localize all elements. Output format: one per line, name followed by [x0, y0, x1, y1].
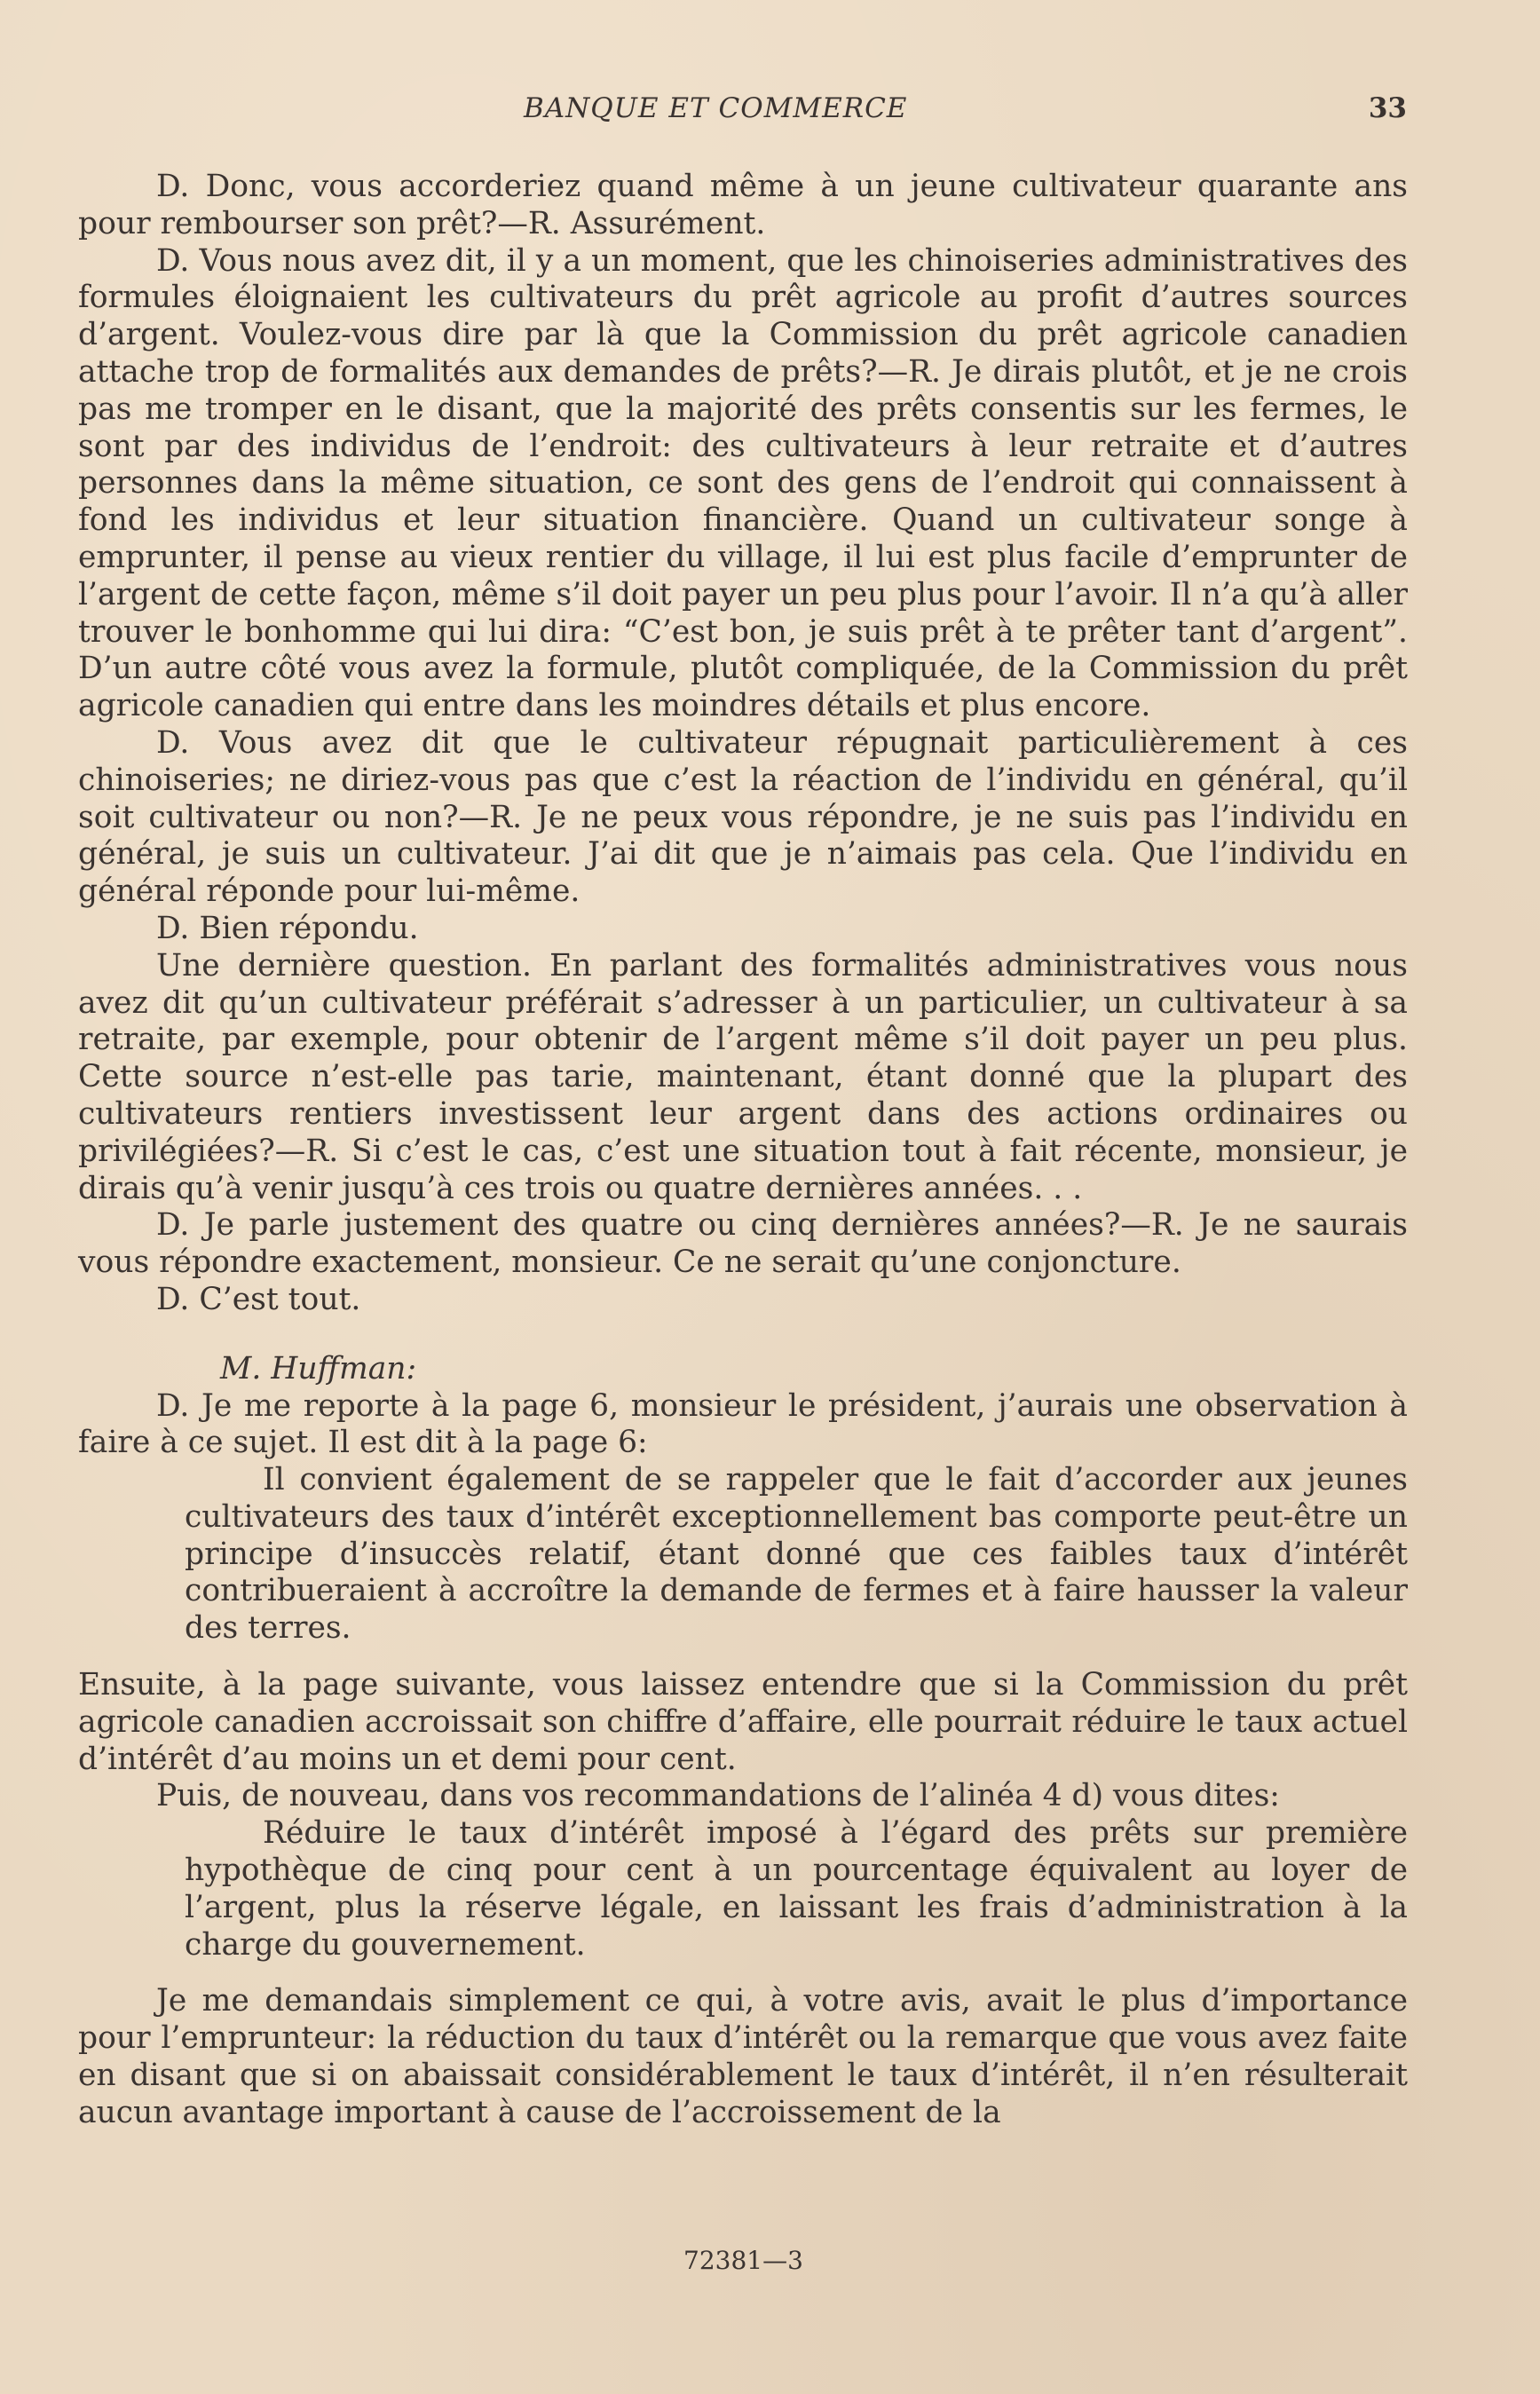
- paragraph-bien-repondu: D. Bien répondu.: [156, 910, 419, 946]
- paragraph-ensuite: Ensuite, à la page suivante, vous laissez entendre que si la Commission du prêt agricole canadien accroissait son chiffre d’affaire, elle pourrait réduire le taux actuel d’intérêt d’au moins un et demi pour cent.: [78, 1667, 1408, 1777]
- paragraph-q-forty-years: D. Donc, vous accorderiez quand même à un jeune cultivateur quarante ans pour rembourser son prêt?—R. Assurément.: [78, 169, 1408, 241]
- paragraph-repugnance: D. Vous avez dit que le cultivateur répugnait particulièrement à ces chinoiseries; ne diriez-vous pas que c’est la réaction de l’individu en général, qu’il soit cultivateur ou non?—R. Je ne peux vous répondre, je ne suis pas l’individu en général, je suis un cultivateur. J’ai dit que je n’aimais pas cela. Que l’individu en général réponde pour lui-même.: [78, 724, 1408, 910]
- running-title: BANQUE ET COMMERCE: [524, 92, 908, 124]
- block-quote-reduire: Réduire le taux d’intérêt imposé à l’égard des prêts sur première hypothèque de cinq pour cent à un pourcentage équivalent au loyer de l’argent, plus la réserve légale, en laissant les frais d’administration à la charge du gouvernement.: [185, 1815, 1408, 1963]
- page-header: [0, 92, 1540, 128]
- printer-signature: 72381—3: [683, 2246, 803, 2275]
- paragraph-recommandations: Puis, de nouveau, dans vos recommandations de l’alinéa 4 d) vous dites:: [156, 1778, 1280, 1814]
- paragraph-derniere-question: Une dernière question. En parlant des formalités administratives vous nous avez dit qu’un cultivateur préférait s’adresser à un particulier, un cultivateur à sa retraite, par exemple, pour obtenir de l’argent même s’il doit payer un peu plus. Cette source n’est-elle pas tarie, maintenant, étant donné que la plupart des cultivateurs rentiers investissent leur argent dans des actions ordinaires ou privilégiées?—R. Si c’est le cas, c’est une situation tout à fait récente, monsieur, je dirais qu’à venir jusqu’à ces trois ou quatre dernières années. . .: [78, 947, 1408, 1206]
- page-footer: [0, 2246, 1540, 2275]
- paragraph-page-six: D. Je me reporte à la page 6, monsieur le président, j’aurais une observation à faire à ce sujet. Il est dit à la page 6:: [78, 1387, 1408, 1461]
- speaker-label: M. Huffman:: [220, 1350, 417, 1387]
- paragraph-chinoiseries: D. Vous nous avez dit, il y a un moment, que les chinoiseries administratives des formules éloignaient les cultivateurs du prêt agricole au profit d’autres sources d’argent. Voulez-vous dire par là que la Commission du prêt agricole canadien attache trop de formalités aux demandes de prêts?—R. Je dirais plutôt, et je ne crois pas me tromper en le disant, que la majorité des prêts consentis sur les fermes, le sont par des individus de l’endroit: des cultivateurs à leur retraite et d’autres personnes dans la même situation, ce sont des gens de l’endroit qui connaissent à fond les individus et leur situation financière. Quand un cultivateur songe à emprunter, il pense au vieux rentier du village, il lui est plus facile d’emprunter de l’argent de cette façon, même s’il doit payer un peu plus pour l’avoir. Il n’a qu’à aller trouver le bonhomme qui lui dira: “C’est bon, je suis prêt à te prêter tant d’argent”. D’un autre côté vous avez la formule, plutôt compliquée, de la Commission du prêt agricole canadien qui entre dans les moindres détails et plus encore.: [78, 242, 1408, 724]
- block-quote-interest: Il convient également de se rappeler que le fait d’accorder aux jeunes cultivateurs des taux d’intérêt exceptionnellement bas comporte peut-être un principe d’insuccès relatif, étant donné que ces faibles taux d’intérêt contribueraient à accroître la demande de fermes et à faire hausser la valeur des terres.: [185, 1462, 1408, 1647]
- paragraph-cest-tout: D. C’est tout.: [156, 1281, 361, 1317]
- document-body: [78, 169, 1408, 2132]
- page-number: 33: [1368, 92, 1407, 124]
- paragraph-quatre-cinq-annees: D. Je parle justement des quatre ou cinq dernières années?—R. Je ne saurais vous répondre exactement, monsieur. Ce ne serait qu’une conjoncture.: [78, 1207, 1408, 1281]
- paragraph-je-me-demandais: Je me demandais simplement ce qui, à votre avis, avait le plus d’importance pour l’emprunteur: la réduction du taux d’intérêt ou la remarque que vous avez faite en disant que si on abaissait considérablement le taux d’intérêt, il n’en résulterait aucun avantage important à cause de l’accroissement de la: [78, 1983, 1408, 2130]
